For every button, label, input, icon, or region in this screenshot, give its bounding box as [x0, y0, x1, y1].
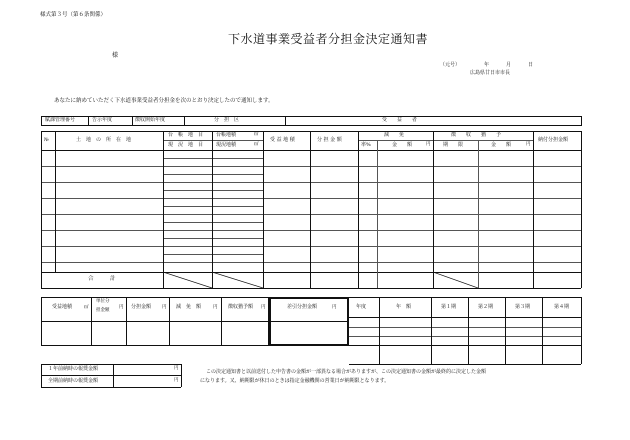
form-number: 様式第３号（第６条関係） — [40, 12, 107, 18]
total-diagonal — [433, 272, 478, 288]
col-grace-amount: 金 額 — [491, 142, 512, 148]
notice-year-label: 告示年度 — [92, 117, 113, 123]
col-location: 土 地 の 所 在 地 — [76, 137, 132, 143]
summary-burden-amount: 分担金額 — [131, 304, 152, 310]
unit-yen: 円 — [332, 305, 337, 310]
footnote-line-2: になります。又、納期限が休日のときは指定金融機関の営業日が納期限となります。 — [200, 378, 390, 384]
document-title: 下水道事業受益者分担金決定通知書 — [228, 32, 429, 46]
col-ledger-category: 台 帳 地 目 — [168, 132, 204, 138]
total-label: 合 計 — [88, 276, 116, 282]
unit-yen: 円 — [174, 366, 179, 371]
inst-period-3: 第３期 — [515, 304, 531, 310]
total-diagonal — [163, 272, 263, 288]
col-rate: 率% — [361, 142, 371, 148]
col-benefit-area: 受 益 地 積 — [270, 137, 295, 143]
footnote-line-1: この決定通知書と以前送付した申告書の金額が一部異なる場合がありますが、この決定通知書の金額が最終的に決定した金額 — [206, 369, 487, 375]
unit-yen: 円 — [213, 305, 218, 310]
unit-sqm: ㎡ — [254, 132, 259, 137]
inst-period-1: 第１期 — [441, 304, 457, 310]
unit-yen: 円 — [426, 142, 431, 147]
col-current-category: 現 況 地 目 — [168, 142, 204, 148]
summary-unit-amount-2: 担金額 — [96, 308, 110, 313]
prepay-one-year: １年前納時の報奨金額 — [48, 366, 99, 372]
inst-period-4: 第４期 — [554, 304, 570, 310]
col-reduction-amount: 金 額 — [392, 142, 413, 148]
unit-yen: 円 — [162, 305, 167, 310]
unit-yen: 円 — [174, 378, 179, 383]
district-label: 分 担 区 — [214, 117, 240, 123]
col-reduction: 減 免 — [384, 132, 405, 138]
beneficiary-label: 受 益 者 — [382, 117, 418, 123]
col-burden-amount: 分 担 金 額 — [317, 137, 342, 143]
date-day: 日 — [528, 62, 534, 68]
collection-start-label: 徴収開始年度 — [135, 117, 166, 123]
unit-sqm: ㎡ — [84, 305, 89, 310]
addressee-suffix: 様 — [112, 52, 119, 59]
col-collection-grace: 徴 収 猶 予 — [451, 132, 502, 138]
inst-year: 年度 — [356, 304, 367, 310]
intro-text: あなたに納めていただく下水道事業受益者分担金を次のとおり決定したので通知します。 — [54, 98, 274, 104]
inst-annual: 年 額 — [396, 304, 412, 310]
date-month: 月 — [506, 62, 512, 68]
inst-period-2: 第２期 — [478, 304, 494, 310]
unit-yen: 円 — [119, 305, 124, 310]
col-payable-amount: 納付分担金額 — [538, 137, 569, 143]
summary-grace: 徴収猶予額 — [228, 304, 254, 310]
unit-yen: 円 — [261, 305, 266, 310]
summary-unit-amount-1: 単位分 — [96, 299, 110, 304]
summary-net-amount: 差引分担金額 — [287, 304, 318, 310]
prepay-full: 全期前納時の報奨金額 — [48, 378, 99, 384]
col-current-area: 現況地積 — [216, 142, 237, 148]
issuer: 広島県廿日市市長 — [470, 70, 511, 76]
date-era: （元号） — [440, 62, 461, 68]
date-year: 年 — [484, 62, 490, 68]
unit-yen: 円 — [526, 142, 531, 147]
summary-benefit-area: 受益地積 — [52, 304, 73, 310]
col-ledger-area: 台帳地積 — [216, 132, 237, 138]
ledger-no-label: 賦課管理番号 — [45, 117, 76, 123]
col-no: № — [44, 137, 49, 143]
unit-sqm: ㎡ — [254, 142, 259, 147]
col-period: 期 限 — [443, 142, 464, 148]
summary-reduction: 減 免 額 — [176, 304, 202, 310]
